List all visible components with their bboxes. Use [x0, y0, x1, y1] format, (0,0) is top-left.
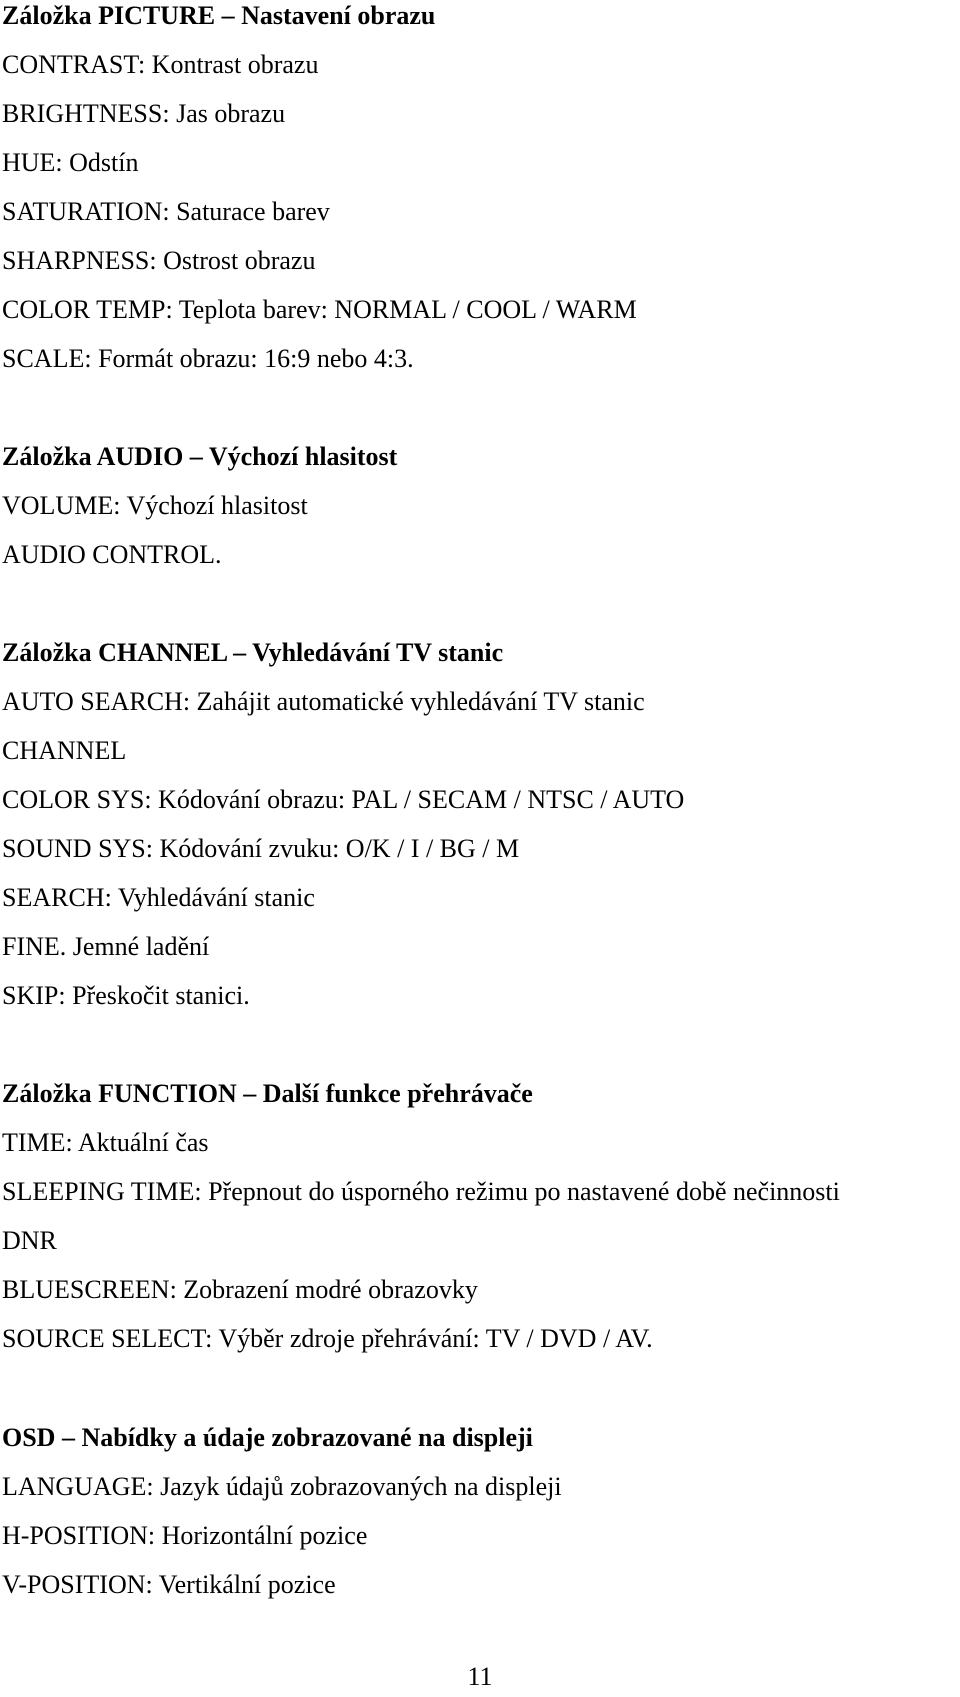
setting-item: BRIGHTNESS: Jas obrazu [2, 99, 286, 128]
section-heading: Záložka FUNCTION – Další funkce přehrávače [2, 1079, 533, 1108]
setting-item: COLOR SYS: Kódování obrazu: PAL / SECAM / NTSC / AUTO [2, 785, 685, 814]
section-osd [2, 1413, 958, 1609]
setting-item: CHANNEL [2, 736, 127, 765]
setting-item: SLEEPING TIME: Přepnout do úsporného režimu po nastavené době nečinnosti [2, 1177, 840, 1206]
setting-item: LANGUAGE: Jazyk údajů zobrazovaných na displeji [2, 1472, 562, 1501]
setting-item: HUE: Odstín [2, 148, 139, 177]
setting-item: SCALE: Formát obrazu: 16:9 nebo 4:3. [2, 344, 414, 373]
setting-item: H-POSITION: Horizontální pozice [2, 1521, 368, 1550]
setting-item: SHARPNESS: Ostrost obrazu [2, 246, 316, 275]
setting-item: AUTO SEARCH: Zahájit automatické vyhledávání TV stanic [2, 687, 645, 716]
section-channel [2, 628, 958, 1020]
setting-item: SEARCH: Vyhledávání stanic [2, 883, 315, 912]
setting-item: VOLUME: Výchozí hlasitost [2, 491, 308, 520]
section-heading: Záložka CHANNEL – Vyhledávání TV stanic [2, 638, 504, 667]
section-audio [2, 432, 958, 579]
setting-item: AUDIO CONTROL. [2, 540, 222, 569]
page-number: 11 [467, 1662, 493, 1691]
section-heading: Záložka AUDIO – Výchozí hlasitost [2, 442, 398, 471]
setting-item: SOUND SYS: Kódování zvuku: O/K / I / BG / M [2, 834, 520, 863]
setting-item: COLOR TEMP: Teplota barev: NORMAL / COOL / WARM [2, 295, 637, 324]
setting-item: DNR [2, 1226, 57, 1255]
section-heading: OSD – Nabídky a údaje zobrazované na displeji [2, 1423, 533, 1452]
setting-item: BLUESCREEN: Zobrazení modré obrazovky [2, 1275, 478, 1304]
section-function [2, 1069, 958, 1363]
setting-item: TIME: Aktuální čas [2, 1128, 209, 1157]
setting-item: SOURCE SELECT: Výběr zdroje přehrávání: TV / DVD / AV. [2, 1324, 653, 1353]
setting-item: V-POSITION: Vertikální pozice [2, 1570, 336, 1599]
setting-item: SATURATION: Saturace barev [2, 197, 330, 226]
setting-item: SKIP: Přeskočit stanici. [2, 981, 250, 1010]
section-heading: Záložka PICTURE – Nastavení obrazu [2, 1, 436, 30]
setting-item: CONTRAST: Kontrast obrazu [2, 50, 319, 79]
setting-item: FINE. Jemné ladění [2, 932, 210, 961]
section-picture [2, 0, 958, 383]
